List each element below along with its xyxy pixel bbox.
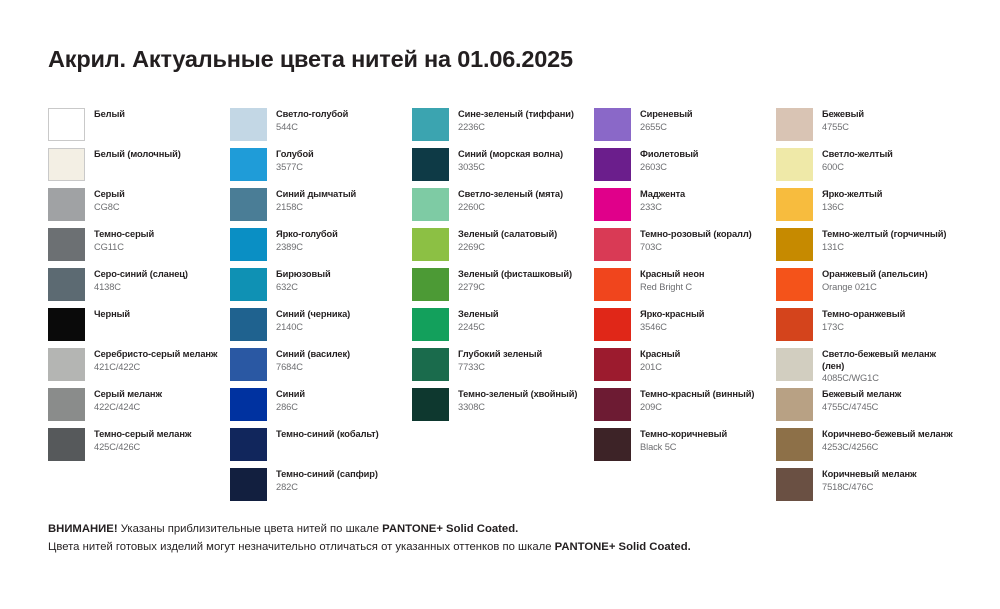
swatch-item[interactable] [230,268,412,308]
swatch-item[interactable] [48,188,230,228]
swatch-code: 425C/426C [94,441,141,452]
swatch-code: CG8C [94,201,120,212]
swatch-text [449,108,574,133]
swatch-item[interactable] [230,188,412,228]
swatch-code: 173C [822,321,844,332]
color-swatch [48,188,85,221]
swatch-text [813,308,905,333]
color-swatch [776,308,813,341]
swatch-name: Серый меланж [94,389,162,399]
swatch-item[interactable] [230,148,412,188]
footer-pantone-label-2: PANTONE+ Solid Coated. [554,540,691,553]
swatch-name: Серый [94,189,125,199]
swatch-text [631,348,680,373]
swatch-item[interactable] [776,348,958,388]
swatch-code: 2245C [458,321,485,332]
color-swatch [48,348,85,381]
swatch-code: Orange 021C [822,281,877,292]
swatch-name: Синий (морская волна) [458,149,563,159]
color-swatch [48,388,85,421]
swatch-code: 4138C [94,281,121,292]
swatch-name: Глубокий зеленый [458,349,543,359]
footer-warning-label: ВНИМАНИЕ! [48,523,118,535]
swatch-name: Синий (василек) [276,349,351,359]
swatch-code: 3546C [640,321,667,332]
swatch-code: 4085C/WG1C [822,373,879,383]
color-swatch [776,148,813,181]
swatch-item[interactable] [594,388,776,428]
swatch-text [267,148,314,173]
color-swatch [776,388,813,421]
swatch-text [449,228,557,253]
swatch-item[interactable] [776,468,958,508]
swatch-code: 7684C [276,361,303,372]
swatch-name: Зеленый (салатовый) [458,229,558,239]
color-swatch [776,108,813,141]
swatch-code: 4253C/4256C [822,441,879,452]
swatch-code: CG11C [94,241,124,252]
swatch-name: Синий [276,389,305,399]
swatch-name: Белый (молочный) [94,149,181,159]
swatch-text [85,348,217,373]
swatch-name: Темно-синий (сапфир) [276,469,378,479]
swatch-item[interactable] [412,348,594,388]
color-swatch [48,308,85,341]
footer-line-1-text: Указаны приблизительные цвета нитей по шкале [117,523,383,535]
swatch-code: 422C/424C [94,401,141,412]
swatch-code: 7518C/476C [822,481,874,492]
swatch-item[interactable] [230,228,412,268]
swatch-item[interactable] [48,428,230,468]
color-swatch [230,148,267,181]
swatch-name: Ярко-желтый [822,189,883,199]
swatch-item[interactable] [776,268,958,308]
swatch-item[interactable] [230,388,412,428]
swatch-item[interactable] [594,188,776,228]
color-swatch [776,268,813,301]
swatch-name: Ярко-красный [640,309,705,319]
swatch-name: Зеленый [458,309,499,319]
swatch-text [631,148,698,173]
swatch-column-5 [776,108,958,508]
swatch-name: Бирюзовый [276,269,331,279]
swatch-code: 632C [276,281,298,292]
color-swatch [412,348,449,381]
swatch-text [631,188,685,213]
swatch-name: Коричневый меланж [822,469,917,479]
color-swatch [230,308,267,341]
swatch-text [85,228,154,253]
swatch-text [813,268,928,293]
swatch-name: Сине-зеленый (тиффани) [458,109,574,119]
swatch-text [631,308,704,333]
swatch-name: Коричнево-бежевый меланж [822,429,953,439]
color-swatch [48,428,85,461]
swatch-code: 286C [276,401,298,412]
swatch-item[interactable] [230,468,412,508]
color-swatch [412,228,449,261]
color-swatch [594,348,631,381]
swatch-text [631,268,704,293]
color-swatch [230,108,267,141]
swatch-item[interactable] [412,148,594,188]
color-swatch [230,388,267,421]
swatch-code: Red Bright C [640,281,693,292]
swatch-code: 2279C [458,281,485,292]
swatch-text [449,348,542,373]
swatch-name: Маджента [640,189,686,199]
swatch-item[interactable] [412,388,594,428]
swatch-text [85,388,162,413]
swatch-name: Светло-зеленый (мята) [458,189,563,199]
swatch-name: Бежевый меланж [822,389,902,399]
swatch-text [813,428,953,453]
color-swatch [412,388,449,421]
swatch-item[interactable] [48,348,230,388]
swatch-name: Голубой [276,149,314,159]
swatch-name: Оранжевый (апельсин) [822,269,928,279]
swatch-text [631,108,693,133]
swatch-text [813,188,882,213]
swatch-name: Синий (черника) [276,309,351,319]
color-swatch [230,188,267,221]
swatch-name: Темно-серый меланж [94,429,192,439]
swatch-name: Темно-розовый (коралл) [640,229,752,239]
swatch-columns [48,108,958,508]
swatch-item[interactable] [230,348,412,388]
swatch-code: 703C [640,241,662,252]
swatch-text [813,108,864,133]
color-swatch [230,268,267,301]
swatch-text [267,388,305,413]
swatch-code: 4755C [822,121,849,132]
swatch-item[interactable] [412,308,594,348]
color-swatch [412,148,449,181]
swatch-text [449,268,572,293]
color-swatch [776,468,813,501]
color-swatch [412,108,449,141]
swatch-text [267,428,379,442]
color-swatch [594,428,631,461]
swatch-name: Светло-голубой [276,109,349,119]
color-swatch [412,268,449,301]
swatch-name: Светло-желтый [822,149,893,159]
swatch-code: 2158C [276,201,303,212]
swatch-item[interactable] [412,108,594,148]
swatch-item[interactable] [594,308,776,348]
swatch-item[interactable] [412,188,594,228]
swatch-name: Светло-бежевый меланж (лен) [822,349,936,371]
swatch-item[interactable] [594,228,776,268]
swatch-item[interactable] [776,228,958,268]
swatch-item[interactable] [230,108,412,148]
footer-line-1 [48,521,968,539]
swatch-code: 3577C [276,161,303,172]
swatch-item[interactable] [594,268,776,308]
swatch-name: Серебристо-серый меланж [94,349,218,359]
footer-line-2 [48,539,968,557]
swatch-name: Сиреневый [640,109,693,119]
swatch-name: Зеленый (фисташковый) [458,269,572,279]
color-swatch [48,148,85,181]
swatch-text [85,428,191,453]
color-swatch [230,468,267,501]
swatch-code: 209C [640,401,662,412]
color-swatch [230,348,267,381]
swatch-code: Black 5C [640,441,677,452]
swatch-text [267,468,378,493]
swatch-item[interactable] [230,428,412,468]
swatch-text [631,428,727,453]
swatch-code: 131C [822,241,844,252]
swatch-column-3 [412,108,594,508]
color-swatch [594,268,631,301]
color-swatch [594,148,631,181]
color-swatch [594,228,631,261]
swatch-name: Темно-коричневый [640,429,728,439]
swatch-text [449,308,499,333]
swatch-item[interactable] [594,428,776,468]
swatch-item[interactable] [48,268,230,308]
swatch-item[interactable] [48,148,230,188]
swatch-code: 2236C [458,121,485,132]
swatch-code: 3035C [458,161,485,172]
color-swatch [230,228,267,261]
color-swatch [412,308,449,341]
color-swatch [412,188,449,221]
swatch-item[interactable] [776,388,958,428]
swatch-code: 2389C [276,241,303,252]
swatch-column-4 [594,108,776,508]
swatch-text [813,148,893,173]
color-swatch [776,428,813,461]
swatch-name: Красный неон [640,269,705,279]
swatch-name: Фиолетовый [640,149,699,159]
swatch-text [631,228,752,253]
swatch-code: 4755C/4745C [822,401,879,412]
swatch-code: 233C [640,201,662,212]
swatch-name: Синий дымчатый [276,189,357,199]
swatch-code: 421C/422C [94,361,141,372]
swatch-item[interactable] [776,188,958,228]
swatch-name: Белый [94,109,125,119]
swatch-name: Бежевый [822,109,865,119]
swatch-column-2 [230,108,412,508]
swatch-name: Темно-оранжевый [822,309,906,319]
swatch-code: 2269C [458,241,485,252]
swatch-name: Серо-синий (сланец) [94,269,188,279]
swatch-name: Красный [640,349,681,359]
swatch-column-1 [48,108,230,508]
color-swatch [594,388,631,421]
swatch-item[interactable] [594,148,776,188]
swatch-text [813,228,946,253]
page-title: Акрил. Актуальные цвета нитей на 01.06.2025 [48,46,573,72]
swatch-code: 201C [640,361,662,372]
swatch-name: Ярко-голубой [276,229,338,239]
swatch-code: 136C [822,201,844,212]
swatch-text [267,308,350,333]
color-swatch [48,268,85,301]
swatch-code: 544C [276,121,298,132]
swatch-item[interactable] [594,108,776,148]
swatch-name: Темно-красный (винный) [640,389,755,399]
swatch-text [813,348,958,385]
color-swatch [230,428,267,461]
swatch-item[interactable] [412,268,594,308]
swatch-text [85,148,181,162]
swatch-item[interactable] [48,108,230,148]
swatch-code: 282C [276,481,298,492]
swatch-code: 3308C [458,401,485,412]
swatch-text [631,388,754,413]
swatch-name: Темно-синий (кобальт) [276,429,379,439]
swatch-item[interactable] [594,348,776,388]
footer-pantone-label-1: PANTONE+ Solid Coated. [382,523,519,535]
swatch-code: 2140C [276,321,303,332]
footer-note [48,521,968,556]
swatch-item[interactable] [48,308,230,348]
swatch-item[interactable] [776,148,958,188]
swatch-code: 2603C [640,161,667,172]
swatch-name: Темно-зеленый (хвойный) [458,389,578,399]
swatch-text [85,268,188,293]
color-swatch [594,308,631,341]
swatch-code: 7733C [458,361,485,372]
swatch-code: 2260C [458,201,485,212]
swatch-text [85,308,130,322]
swatch-name: Темно-желтый (горчичный) [822,229,947,239]
color-swatch [776,228,813,261]
swatch-text [267,188,356,213]
color-swatch [48,108,85,141]
swatch-item[interactable] [776,428,958,468]
swatch-text [267,348,350,373]
footer-line-2-text: Цвета нитей готовых изделий могут незначительно отличаться от указанных оттенков по шкале [48,540,555,553]
color-swatch [594,188,631,221]
swatch-text [813,388,901,413]
swatch-item[interactable] [776,108,958,148]
color-swatch [776,188,813,221]
swatch-text [449,388,577,413]
swatch-item[interactable] [230,308,412,348]
swatch-name: Черный [94,309,131,319]
swatch-text [267,228,338,253]
swatch-code: 600C [822,161,844,172]
swatch-text [813,468,917,493]
swatch-item[interactable] [776,308,958,348]
swatch-item[interactable] [48,228,230,268]
swatch-text [85,188,125,213]
swatch-text [267,108,348,133]
swatch-text [449,148,563,173]
swatch-text [85,108,125,122]
swatch-name: Темно-серый [94,229,155,239]
color-swatch [48,228,85,261]
swatch-text [449,188,563,213]
swatch-text [267,268,331,293]
color-swatch [776,348,813,381]
color-swatch [594,108,631,141]
swatch-item[interactable] [412,228,594,268]
swatch-item[interactable] [48,388,230,428]
swatch-code: 2655C [640,121,667,132]
